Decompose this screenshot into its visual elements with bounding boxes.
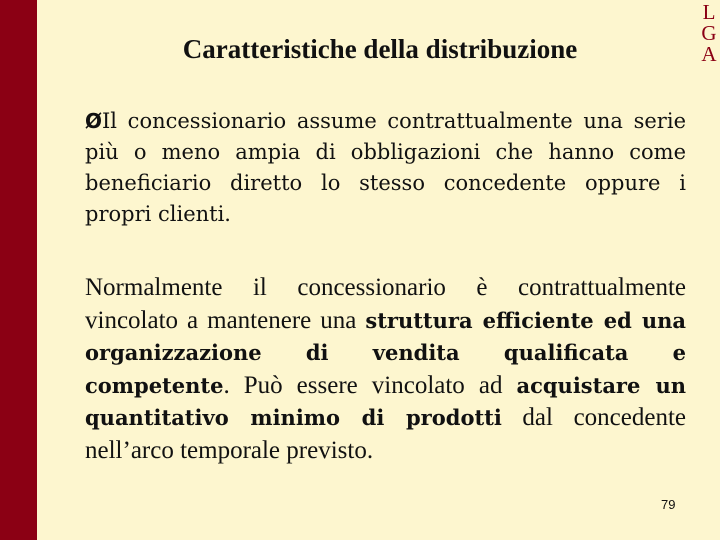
left-decorative-band: [0, 0, 37, 540]
arrow-bullet-icon: Ø: [85, 109, 103, 133]
paragraph-requirements: [85, 272, 686, 467]
para2-bold-purchase: acquistare un quantitativo minimo di prodotti: [85, 372, 686, 430]
logo-letter-l: L: [702, 0, 716, 24]
para2-text-1: Normalmente il concessionario è contrattualmente vincolato a mantenere una: [85, 274, 686, 334]
page-number: 79: [661, 497, 676, 512]
para2-bold-structure: struttura efficiente ed una organizzazione di vendita qualificata e competente: [85, 307, 686, 398]
paragraph-obligations-text: Il concessionario assume contrattualmente una serie più o meno ampia di obbligazioni che hanno come beneficiario diretto lo stesso concedente oppure i propri clienti.: [85, 109, 686, 226]
para2-text-3: dal concedente nell’arco temporale previsto.: [85, 404, 686, 464]
logo-letter-a: A: [701, 42, 717, 66]
paragraph-obligations: [85, 106, 686, 230]
para2-text-2: . Può essere vincolato ad: [223, 371, 517, 399]
lga-logo: [698, 2, 720, 65]
logo-letter-g: G: [701, 21, 717, 45]
slide-title: Caratteristiche della distribuzione: [182, 34, 578, 64]
